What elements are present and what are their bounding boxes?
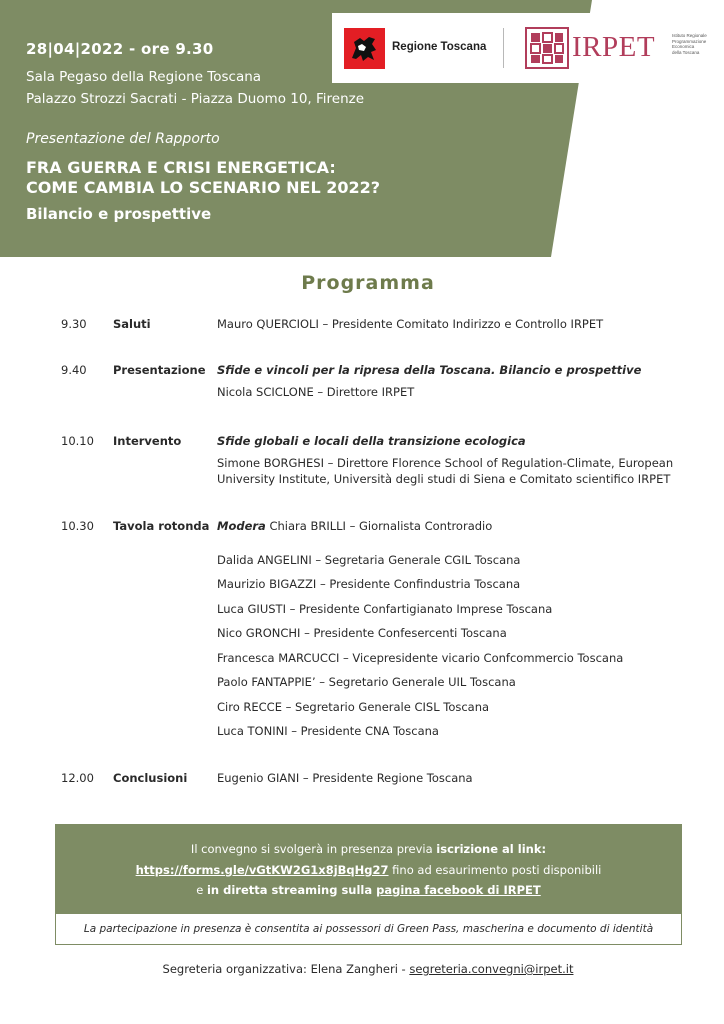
program-time: 9.40 [61, 363, 87, 377]
registration-info-box [55, 824, 682, 945]
report-title-line1: FRA GUERRA E CRISI ENERGETICA: [26, 158, 336, 177]
program-talk-title: Sfide globali e locali della transizione ecologica [217, 434, 526, 448]
program-speaker: Mauro QUERCIOLI – Presidente Comitato Indirizzo e Controllo IRPET [217, 317, 604, 331]
program-label: Presentazione [113, 363, 206, 377]
registration-line-3 [56, 883, 681, 897]
program-speaker: Simone BORGHESI – Direttore Florence School of Regulation-Climate, European University Institute, Università degli studi di Siena e Comitato scientifico IRPET [217, 456, 674, 486]
irpet-desc-line: della Toscana [672, 49, 700, 55]
venue-address: Palazzo Strozzi Sacrati - Piazza Duomo 10, Firenze [26, 91, 365, 107]
footer-email-link[interactable]: segreteria.convegni@irpet.it [409, 962, 574, 976]
registration-line-2 [56, 863, 681, 877]
logo-divider [503, 28, 504, 68]
registration-text: fino ad esaurimento posti disponibili [388, 863, 602, 877]
panelist: Paolo FANTAPPIE’ – Segretario Generale UIL Toscana [217, 675, 516, 689]
program-label: Tavola rotonda [113, 519, 210, 533]
panelist: Dalida ANGELINI – Segretaria Generale CGIL Toscana [217, 553, 521, 567]
panelist: Maurizio BIGAZZI – Presidente Confindustria Toscana [217, 577, 521, 591]
program-speaker: Eugenio GIANI – Presidente Regione Toscana [217, 771, 473, 785]
program-time: 12.00 [61, 771, 94, 785]
program-time: 10.30 [61, 519, 94, 533]
program-label: Intervento [113, 434, 182, 448]
registration-emphasis: iscrizione al link: [436, 842, 547, 856]
event-date: 28|04|2022 - ore 9.30 [26, 40, 214, 58]
registration-link[interactable]: https://forms.gle/vGtKW2G1x8jBqHg27 [135, 863, 389, 877]
logo-box [332, 13, 724, 83]
panelist: Nico GRONCHI – Presidente Confesercenti Toscana [217, 626, 507, 640]
footer-secretariat [0, 962, 724, 976]
registration-text: e [196, 883, 207, 897]
report-title [26, 158, 380, 198]
presentation-label: Presentazione del Rapporto [26, 131, 220, 147]
report-subtitle: Bilancio e prospettive [26, 205, 212, 223]
green-pass-note: La partecipazione in presenza è consentita ai possessori di Green Pass, mascherina e documento di identità [83, 923, 654, 935]
regione-toscana-name: Regione Toscana [392, 41, 487, 53]
registration-text: Il convegno si svolgerà in presenza previa [190, 842, 437, 856]
streaming-emphasis: in diretta streaming sulla [206, 883, 377, 897]
panelist: Luca TONINI – Presidente CNA Toscana [217, 724, 439, 738]
regione-toscana-logo-icon [344, 28, 385, 69]
irpet-name: IRPET [572, 31, 656, 63]
programma-heading: Programma [301, 272, 435, 294]
program-speaker: Nicola SCICLONE – Direttore IRPET [217, 385, 415, 399]
moderator-name: Chiara BRILLI – Giornalista Controradio [269, 519, 493, 533]
moderator-line [217, 519, 492, 533]
irpet-description [672, 33, 724, 55]
irpet-desc-line: Programmazione [672, 38, 707, 44]
program-label: Conclusioni [113, 771, 188, 785]
program-label: Saluti [113, 317, 151, 331]
program-talk-title: Sfide e vincoli per la ripresa della Toscana. Bilancio e prospettive [217, 363, 642, 377]
facebook-page-link[interactable]: pagina facebook di IRPET [376, 883, 541, 897]
program-time: 9.30 [61, 317, 87, 331]
report-title-line2: COME CAMBIA LO SCENARIO NEL 2022? [26, 178, 381, 197]
irpet-logo-icon [525, 27, 569, 69]
panelist: Ciro RECCE – Segretario Generale CISL Toscana [217, 700, 490, 714]
footer-text: Segreteria organizzativa: Elena Zangheri - [162, 962, 410, 976]
irpet-desc-line: Economica [672, 44, 695, 50]
panelist: Francesca MARCUCCI – Vicepresidente vicario Confcommercio Toscana [217, 651, 624, 665]
program-time: 10.10 [61, 434, 94, 448]
venue-room: Sala Pegaso della Regione Toscana [26, 69, 262, 85]
moderator-label: Modera [217, 519, 266, 533]
panelist: Luca GIUSTI – Presidente Confartigianato Imprese Toscana [217, 602, 553, 616]
irpet-desc-line: Istituto Regionale [672, 33, 707, 38]
registration-line-1 [56, 842, 681, 856]
